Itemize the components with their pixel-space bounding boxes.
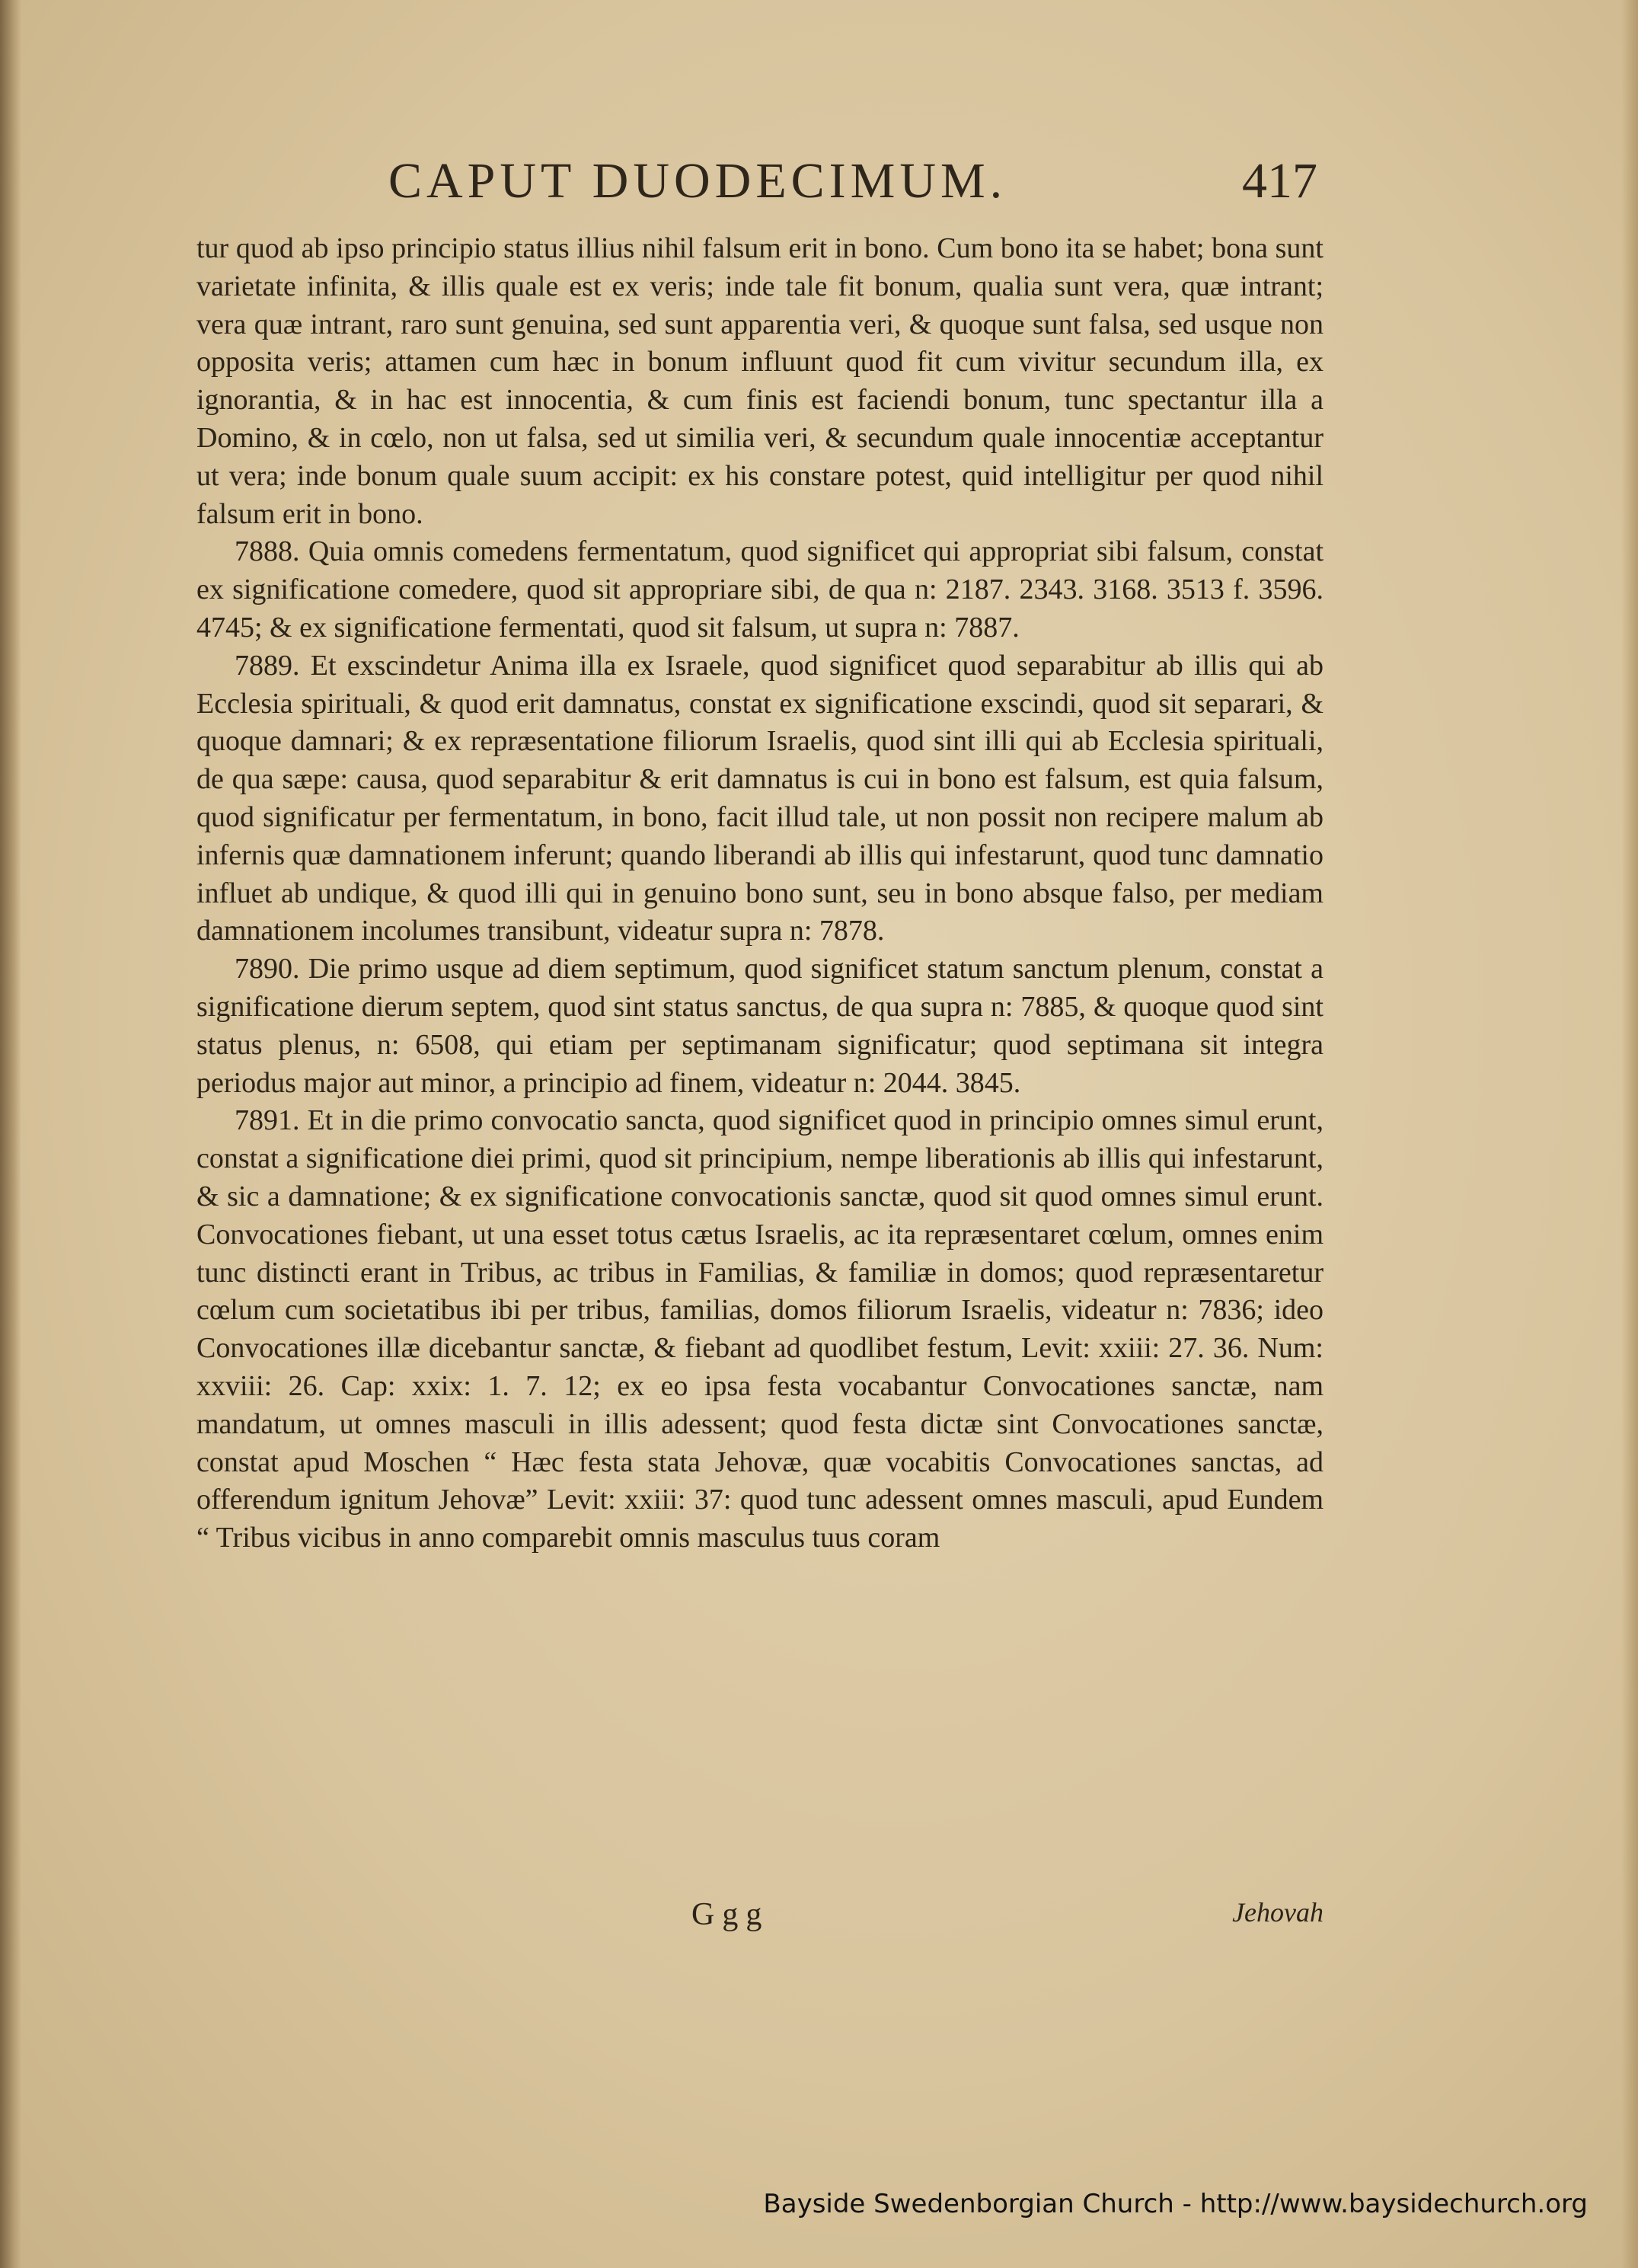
catchword: Jehovah (1232, 1897, 1323, 1928)
paragraph-7889: 7889. Et exscindetur Anima illa ex Israele, quod significet quod separabitur ab illis qui ab Ecclesia spirituali, & quod erit damnatus, constat ex significatione exscindi, quod sit separari, & quoque damnari; & ex repræsentatione filiorum Israelis, quod sint illi qui ab Ecclesia spirituali, de qua sæpe: causa, quod separabitur & erit damnatus is cui in bono est falsum, est quia falsum, quod significatur per fermentatum, in bono, facit illud tale, ut non possit non recipere malum ab infernis quæ damnationem inferunt; quando liberandi ab illis qui infestarunt, quod tunc damnatio influet ab undique, & quod illi qui in genuino bono sunt, seu in bono absque falso, per mediam damnationem incolumes transibunt, videatur supra n: 7878. (196, 649, 1323, 947)
paragraph-continuation: tur quod ab ipso principio status illius nihil falsum erit in bono. Cum bono ita se habet; bona sunt varietate infinita, & illis quale est ex veris; inde tale fit bonum, qualia sunt vera, quæ intrant; vera quæ intrant, raro sunt genuina, sed sunt apparentia veri, & quoque sunt falsa, sed usque non opposita veris; attamen cum hæc in bonum influunt quod fit cum vivitur secundum illa, ex ignorantia, & in hac est innocentia, & cum finis est faciendi bonum, tunc spectantur illa a Domino, & in cœlo, non ut falsa, sed ut similia veri, & secundum quale innocentiæ acceptantur ut vera; inde bonum quale suum accipit: ex his constare potest, quid intelligitur per quod nihil falsum erit in bono. (196, 232, 1323, 530)
page-number: 417 (1242, 153, 1317, 209)
body-text (196, 230, 1323, 1557)
running-head: CAPUT DUODECIMUM. (388, 153, 1007, 209)
signature-mark: Ggg (691, 1897, 770, 1932)
page-edge (1621, 0, 1638, 2268)
page-gutter-shadow (0, 0, 21, 2268)
paragraph-7891: 7891. Et in die primo convocatio sancta, quod significet quod in principio omnes simul erunt, constat a significatione diei primi, quod sit principium, nempe liberationis ab illis qui infestarunt, & sic a damnatione; & ex significatione convocationis sanctæ, quod sit quod omnes simul erunt. Convocationes fiebant, ut una esset totus cætus Israelis, ac ita repræsentaret cœlum, omnes enim tunc distincti erant in Tribus, ac tribus in Familias, & familiæ in domos; quod repræsentaretur cœlum cum societatibus ibi per tribus, familias, domos filiorum Israelis, videatur n: 7836; ideo Convocationes illæ dicebantur sanctæ, & fiebant ad quodlibet festum, Levit: xxiii: 27. 36. Num: xxviii: 26. Cap: xxix: 1. 7. 12; ex eo ipsa festa vocabantur Convocationes sanctæ, nam mandatum, ut omnes masculi in illis adessent; quod festa dictæ sint Convocationes sanctæ, constat apud Moschen “ Hæc festa stata Jehovæ, quæ vocabitis Convocationes sanctas, ad offerendum ignitum Jehovæ” Levit: xxiii: 37: quod tunc adessent omnes masculi, apud Eundem “ Tribus vicibus in anno comparebit omnis masculus tuus coram (196, 1104, 1323, 1554)
watermark: Bayside Swedenborgian Church - http://www.baysidechurch.org (763, 2189, 1588, 2219)
page-header (198, 152, 1317, 213)
paragraph-7890: 7890. Die primo usque ad diem septimum, quod significet statum sanctum plenum, constat a significatione dierum septem, quod sint status sanctus, de qua supra n: 7885, & quoque quod sint status plenus, n: 6508, qui etiam per septimanam significatur; quod septimana sit integra periodus major aut minor, a principio ad finem, videatur n: 2044. 3845. (196, 953, 1323, 1099)
page-footer (196, 1896, 1323, 1942)
paragraph-7888: 7888. Quia omnis comedens fermentatum, quod significet qui appropriat sibi falsum, constat ex significatione comedere, quod sit appropriare sibi, de qua n: 2187. 2343. 3168. 3513 f. 3596. 4745; & ex significatione fermentati, quod sit falsum, ut supra n: 7887. (196, 535, 1323, 644)
